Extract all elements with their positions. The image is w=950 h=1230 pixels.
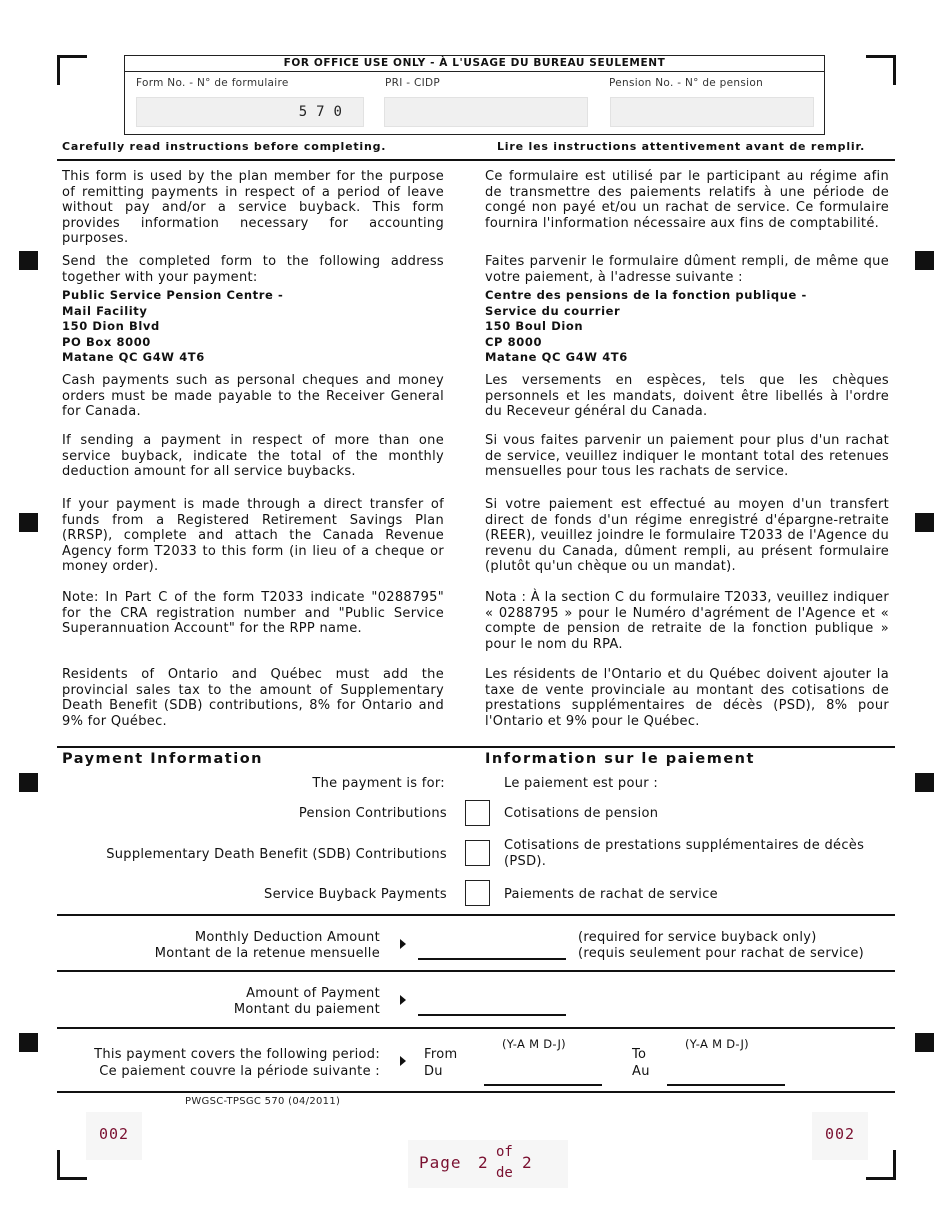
sdb-contributions-checkbox[interactable] (465, 840, 490, 866)
corner-mark-bottom-left (57, 1150, 87, 1180)
page-number: 2 (478, 1153, 488, 1172)
address-fr-line: 150 Boul Dion (485, 319, 584, 334)
registration-mark (19, 251, 38, 270)
page-of: of (496, 1144, 513, 1160)
office-use-box (124, 55, 825, 135)
to-label-en: To (632, 1047, 647, 1062)
registration-mark (915, 513, 934, 532)
amount-label-fr: Montant du paiement (233, 1002, 380, 1017)
para-en-cash: Cash payments such as personal cheques and money orders must be made payable to the Receiver General for Canada. (62, 373, 444, 420)
pension-number-field[interactable] (610, 97, 814, 127)
option-sdb-fr: Cotisations de prestations supplémentaires de décès (PSD). (504, 838, 865, 869)
payment-info-title-en: Payment Information (62, 751, 263, 767)
registration-mark (915, 251, 934, 270)
divider (57, 746, 895, 748)
address-en-line: 150 Dion Blvd (62, 319, 160, 334)
from-label-en: From (424, 1047, 458, 1062)
from-label-fr: Du (424, 1064, 443, 1079)
to-date-field[interactable] (667, 1084, 785, 1086)
form-code: PWGSC-TPSGC 570 (04/2011) (185, 1096, 341, 1107)
ref-code-right: 002 (812, 1112, 868, 1160)
option-sdb-en: Supplementary Death Benefit (SDB) Contributions (106, 847, 447, 862)
form-number-value: 570 (298, 104, 351, 120)
address-fr-line: Matane QC G4W 4T6 (485, 350, 628, 365)
page-word: Page (419, 1153, 462, 1172)
corner-mark-top-right (866, 55, 896, 85)
para-en-send: Send the completed form to the following address together with your payment: (62, 254, 444, 285)
address-en-line: PO Box 8000 (62, 334, 151, 349)
to-label-fr: Au (632, 1064, 650, 1079)
payment-info-title-fr: Information sur le paiement (485, 751, 755, 767)
option-buyback-fr: Paiements de rachat de service (504, 887, 718, 902)
amount-label-en: Amount of Payment (246, 986, 380, 1001)
para-en-note: Note: In Part C of the form T2033 indicate "0288795" for the CRA registration number and "Public Service Superannuation Account" for the RPP name. (62, 590, 444, 637)
corner-mark-top-left (57, 55, 87, 85)
pension-number-label: Pension No. - N° de pension (609, 77, 764, 89)
divider (57, 1027, 895, 1029)
address-fr-line: Centre des pensions de la fonction publique - (485, 288, 807, 302)
page-indicator (408, 1140, 568, 1188)
para-fr-rrsp: Si votre paiement est effectué au moyen d'un transfert direct de fonds d'un régime enregistré d'épargne-retraite (REER), veuillez joindre le formulaire T2033 de l'Agence du revenu du Canada, dûment rempli, au présent formulaire (plutôt qu'un chèque ou un mandat). (485, 497, 889, 575)
amount-field[interactable] (418, 1014, 566, 1016)
option-pension-en: Pension Contributions (298, 806, 447, 821)
para-fr-cash: Les versements en espèces, tels que les chèques personnels et les mandats, doivent être libellés à l'ordre du Receveur général du Canada. (485, 373, 889, 420)
ref-code-left: 002 (86, 1112, 142, 1160)
from-date-field[interactable] (484, 1084, 602, 1086)
instructions-en: Carefully read instructions before completing. (62, 140, 387, 153)
arrow-right-icon (400, 1056, 406, 1066)
address-en-line: Mail Facility (62, 303, 148, 318)
corner-mark-bottom-right (866, 1150, 896, 1180)
para-fr-purpose: Ce formulaire est utilisé par le participant au régime afin de transmettre des paiements relatifs à une période de congé non payé et/ou un rachat de service. Ce formulaire fournira l'information nécessaire aux fins de comptabilité. (485, 169, 889, 231)
period-label-en: This payment covers the following period: (94, 1047, 380, 1062)
page-total: 2 (522, 1153, 532, 1172)
arrow-right-icon (400, 995, 406, 1005)
divider (57, 970, 895, 972)
para-en-residents: Residents of Ontario and Québec must add the provincial sales tax to the amount of Supplementary Death Benefit (SDB) contributions, 8% for Ontario and 9% for Québec. (62, 667, 444, 729)
address-en-line: Matane QC G4W 4T6 (62, 350, 205, 365)
para-fr-residents: Les résidents de l'Ontario et du Québec doivent ajouter la taxe de vente provinciale au montant des cotisations de prestations supplémentaires de décès (PSD), 8% pour l'Ontario et 9% pour le Québec. (485, 667, 889, 729)
option-pension-fr: Cotisations de pension (504, 806, 659, 821)
period-label-fr: Ce paiement couvre la période suivante : (99, 1064, 380, 1079)
registration-mark (19, 1033, 38, 1052)
monthly-note-en: (required for service buyback only) (578, 930, 817, 945)
pri-field[interactable] (384, 97, 588, 127)
monthly-note-fr: (requis seulement pour rachat de service) (578, 946, 865, 961)
divider (57, 914, 895, 916)
para-fr-note: Nota : À la section C du formulaire T2033, veuillez indiquer « 0288795 » pour le Numéro d'agrément de l'Agence et « compte de pension de retraite de la fonction publique » pour le nom du RPA. (485, 590, 889, 652)
para-en-multiple: If sending a payment in respect of more than one service buyback, indicate the total of the monthly deduction amount for all service buybacks. (62, 433, 444, 480)
form-number-label: Form No. - N° de formulaire (136, 77, 289, 89)
address-fr-line: Service du courrier (485, 303, 621, 318)
page-de: de (496, 1165, 513, 1181)
office-use-header: FOR OFFICE USE ONLY - À L'USAGE DU BUREAU SEULEMENT (125, 56, 824, 72)
para-en-rrsp: If your payment is made through a direct transfer of funds from a Registered Retirement Savings Plan (RRSP), complete and attach the Canada Revenue Agency form T2033 to this form (in lieu of a cheque or money order). (62, 497, 444, 575)
pension-contributions-checkbox[interactable] (465, 800, 490, 826)
from-date-format: (Y-A M D-J) (502, 1037, 566, 1051)
divider (57, 159, 895, 161)
registration-mark (915, 1033, 934, 1052)
service-buyback-checkbox[interactable] (465, 880, 490, 906)
address-en-line: Public Service Pension Centre - (62, 288, 284, 302)
payment-for-fr: Le paiement est pour : (504, 776, 659, 791)
registration-mark (19, 773, 38, 792)
to-date-format: (Y-A M D-J) (685, 1037, 749, 1051)
monthly-deduction-label-fr: Montant de la retenue mensuelle (154, 946, 380, 961)
address-fr (485, 288, 807, 366)
monthly-deduction-label-en: Monthly Deduction Amount (194, 930, 380, 945)
instructions-fr: Lire les instructions attentivement avant de remplir. (497, 140, 866, 153)
form-number-field[interactable] (136, 97, 364, 127)
pri-label: PRI - CIDP (385, 77, 441, 89)
para-fr-send: Faites parvenir le formulaire dûment rempli, de même que votre paiement, à l'adresse suivante : (485, 254, 889, 285)
arrow-right-icon (400, 939, 406, 949)
address-fr-line: CP 8000 (485, 334, 543, 349)
monthly-deduction-field[interactable] (418, 958, 566, 960)
divider (57, 1091, 895, 1093)
registration-mark (19, 513, 38, 532)
para-fr-multiple: Si vous faites parvenir un paiement pour plus d'un rachat de service, veuillez indiquer le montant total des retenues mensuelles pour tous les rachats de service. (485, 433, 889, 480)
address-en (62, 288, 283, 366)
para-en-purpose: This form is used by the plan member for the purpose of remitting payments in respect of a period of leave without pay and/or a service buyback. This form provides information necessary for accounting purposes. (62, 169, 444, 247)
payment-for-en: The payment is for: (312, 776, 445, 791)
registration-mark (915, 773, 934, 792)
option-buyback-en: Service Buyback Payments (264, 887, 447, 902)
